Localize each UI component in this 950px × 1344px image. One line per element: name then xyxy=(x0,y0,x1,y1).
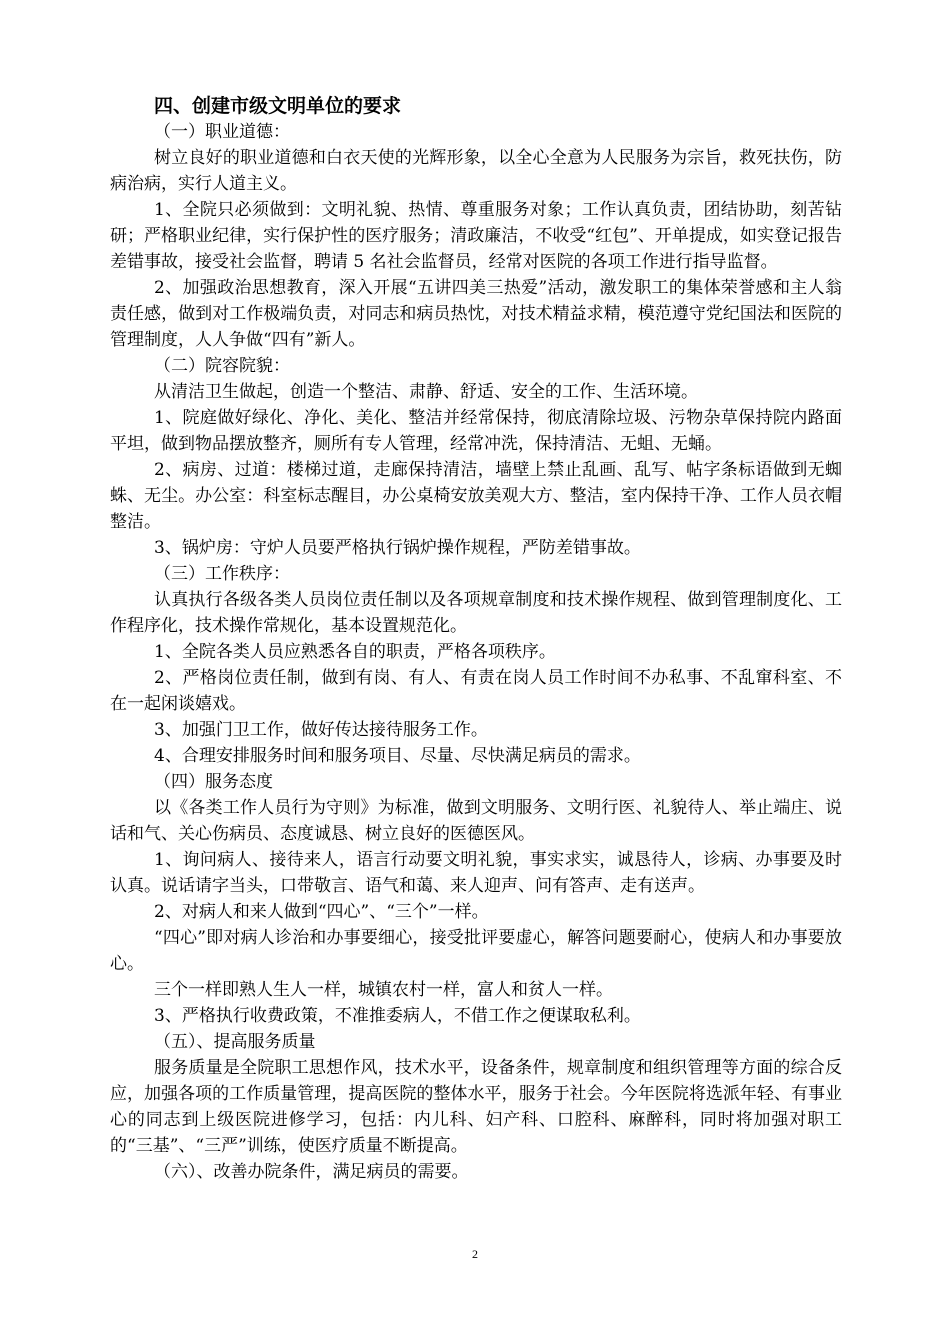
paragraph: 1、询问病人、接待来人，语言行动要文明礼貌，事实求实，诚恳待人，诊病、办事要及时认真。说话请字当头，口带敬言、语气和蔼、来人迎声、问有答声、走有送声。 xyxy=(110,850,842,896)
paragraph: 服务质量是全院职工思想作风，技术水平，设备条件，规章制度和组织管理等方面的综合反应，加强各项的工作质量管理，提高医院的整体水平，服务于社会。今年医院将选派年轻、有事业心的同志到上级医院进修学习，包括：内儿科、妇产科、口腔科、麻醉科，同时将加强对职工的“三基”、“三严”训练，使医疗质量不断提高。 xyxy=(110,1058,842,1156)
paragraph: 1、全院只必须做到：文明礼貌、热情、尊重服务对象；工作认真负责，团结协助，刻苦钻研；严格职业纪律，实行保护性的医疗服务；清政廉洁，不收受“红包”、开单提成，如实登记报告差错事故，接受社会监督，聘请 5 名社会监督员，经常对医院的各项工作进行指导监督。 xyxy=(110,200,842,272)
section-title: 四、创建市级文明单位的要求 xyxy=(154,95,402,117)
paragraph: 3、严格执行收费政策，不准推委病人，不借工作之便谋取私利。 xyxy=(154,1006,641,1026)
paragraph: （五）、提高服务质量 xyxy=(154,1032,316,1052)
paragraph: 2、严格岗位责任制，做到有岗、有人、有责在岗人员工作时间不办私事、不乱窜科室、不在一起闲谈嬉戏。 xyxy=(110,668,842,714)
paragraph: 2、对病人和来人做到“四心”、“三个”一样。 xyxy=(154,902,489,922)
paragraph: 1、院庭做好绿化、净化、美化、整洁并经常保持，彻底清除垃圾、污物杂草保持院内路面平坦，做到物品摆放整齐，厕所有专人管理，经常冲洗，保持清洁、无蛆、无蛹。 xyxy=(110,408,842,454)
paragraph: （一）职业道德： xyxy=(154,122,290,142)
paragraph: 三个一样即熟人生人一样，城镇农村一样，富人和贫人一样。 xyxy=(154,980,613,1000)
paragraph: 以《各类工作人员行为守则》为标准，做到文明服务、文明行医、礼貌待人、举止端庄、说话和气、关心伤病员、态度诚恳、树立良好的医德医风。 xyxy=(110,798,842,844)
paragraph: （四）服务态度 xyxy=(154,772,273,792)
paragraph: 树立良好的职业道德和白衣天使的光辉形象，以全心全意为人民服务为宗旨，救死扶伤，防病治病，实行人道主义。 xyxy=(110,148,842,194)
paragraph: “四心”即对病人诊治和办事要细心，接受批评要虚心，解答问题要耐心，使病人和办事要放心。 xyxy=(110,928,842,974)
document-body xyxy=(110,93,842,1185)
paragraph: （二）院容院貌： xyxy=(154,356,290,376)
paragraph: 1、全院各类人员应熟悉各自的职责，严格各项秩序。 xyxy=(154,642,556,662)
paragraph: 4、合理安排服务时间和服务项目、尽量、尽快满足病员的需求。 xyxy=(154,746,641,766)
paragraph: 认真执行各级各类人员岗位责任制以及各项规章制度和技术操作规程、做到管理制度化、工作程序化，技术操作常规化，基本设置规范化。 xyxy=(110,590,842,636)
paragraph: 2、病房、过道：楼梯过道，走廊保持清洁，墙壁上禁止乱画、乱写、帖字条标语做到无蜘蛛、无尘。办公室：科室标志醒目，办公桌椅安放美观大方、整洁，室内保持干净、工作人员衣帽整洁。 xyxy=(110,460,842,532)
paragraph: （六）、改善办院条件，满足病员的需要。 xyxy=(154,1162,469,1182)
paragraph: 3、锅炉房：守炉人员要严格执行锅炉操作规程，严防差错事故。 xyxy=(154,538,641,558)
paragraph: （三）工作秩序： xyxy=(154,564,290,584)
paragraph: 3、加强门卫工作，做好传达接待服务工作。 xyxy=(154,720,488,740)
paragraph: 2、加强政治思想教育，深入开展“五讲四美三热爱”活动，激发职工的集体荣誉感和主人翁责任感，做到对工作极端负责，对同志和病员热忱，对技术精益求精，模范遵守党纪国法和医院的管理制度，人人争做“四有”新人。 xyxy=(110,278,842,350)
page-number: 2 xyxy=(472,1247,478,1261)
paragraph: 从清洁卫生做起，创造一个整洁、肃静、舒适、安全的工作、生活环境。 xyxy=(154,382,698,402)
